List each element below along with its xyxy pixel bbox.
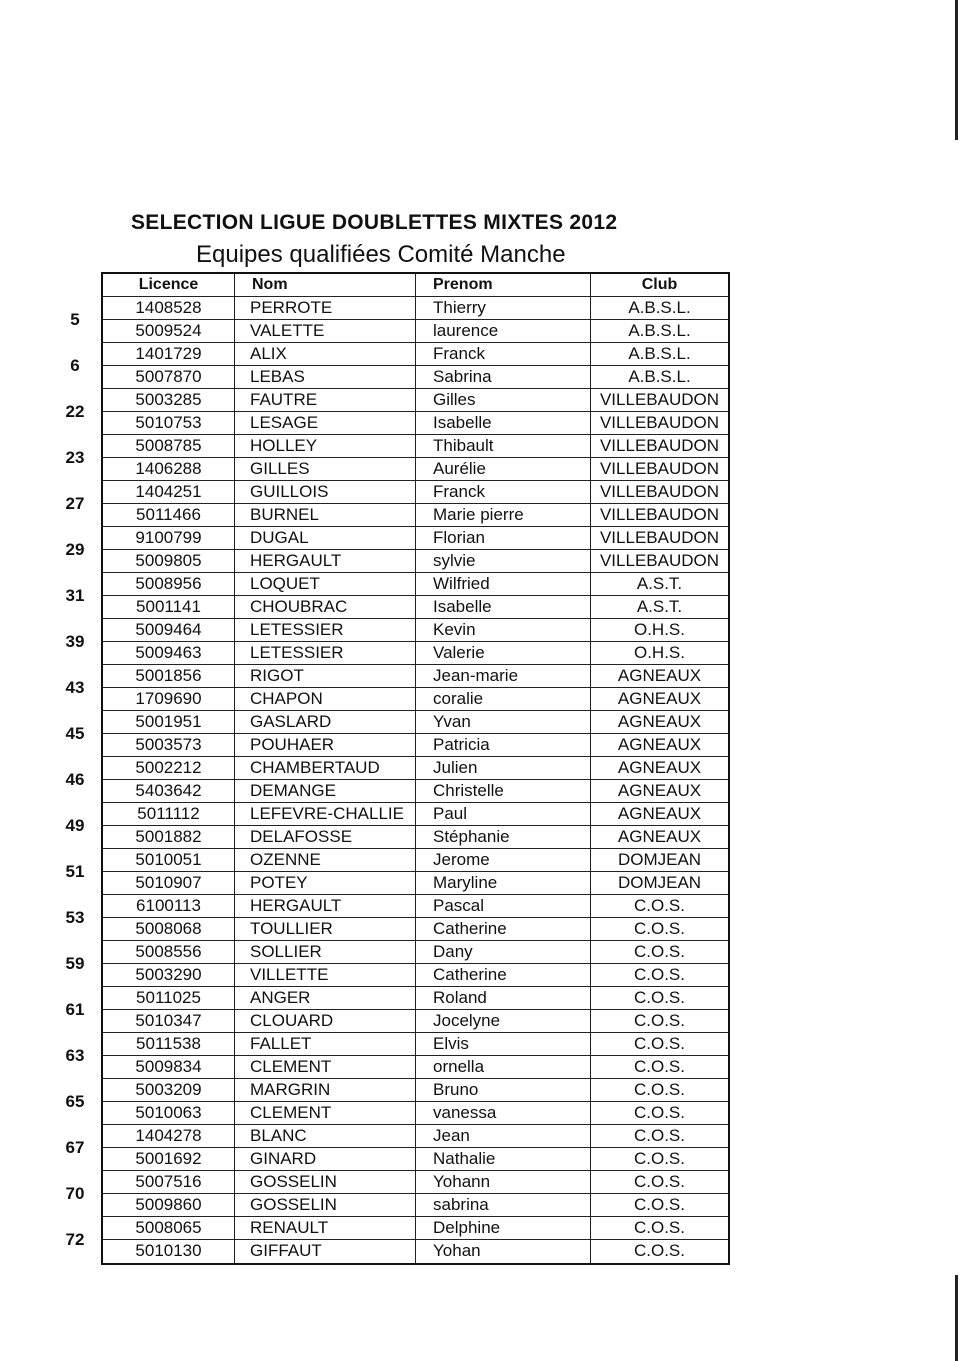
prenom-cell: Roland <box>416 987 591 1009</box>
nom-cell: GINARD <box>235 1148 416 1170</box>
nom-cell: ALIX <box>235 343 416 365</box>
prenom-cell: laurence <box>416 320 591 342</box>
licence-cell: 5002212 <box>103 757 235 779</box>
table-row <box>103 964 728 987</box>
qualified-teams-table <box>101 272 730 1265</box>
table-row <box>103 688 728 711</box>
table-row <box>103 642 728 665</box>
prenom-cell: Patricia <box>416 734 591 756</box>
club-cell: A.B.S.L. <box>628 321 691 340</box>
prenom-cell: Franck <box>416 343 591 365</box>
club-cell: VILLEBAUDON <box>599 436 720 455</box>
table-row <box>103 1171 728 1194</box>
licence-cell: 5009524 <box>103 320 235 342</box>
nom-cell: VILLETTE <box>235 964 416 986</box>
club-cell: AGNEAUX <box>617 712 702 731</box>
licence-cell: 5403642 <box>103 780 235 802</box>
nom-cell: RIGOT <box>235 665 416 687</box>
prenom-cell: Yohan <box>416 1240 591 1263</box>
licence-cell: 1408528 <box>103 297 235 319</box>
club-cell: VILLEBAUDON <box>599 528 720 547</box>
table-row <box>103 320 728 343</box>
page-title: SELECTION LIGUE DOUBLETTES MIXTES 2012 <box>131 211 618 234</box>
table-row <box>103 1056 728 1079</box>
table-row <box>103 665 728 688</box>
licence-cell: 5009834 <box>103 1056 235 1078</box>
licence-cell: 5009860 <box>103 1194 235 1216</box>
team-number: 67 <box>65 1138 85 1157</box>
club-cell: AGNEAUX <box>617 666 702 685</box>
table-row <box>103 1102 728 1125</box>
team-number: 27 <box>65 494 85 513</box>
nom-cell: CHAMBERTAUD <box>235 757 416 779</box>
licence-cell: 1401729 <box>103 343 235 365</box>
licence-cell: 5001141 <box>103 596 235 618</box>
prenom-cell: Yohann <box>416 1171 591 1193</box>
prenom-cell: Kevin <box>416 619 591 641</box>
table-row <box>103 941 728 964</box>
nom-cell: CHOUBRAC <box>235 596 416 618</box>
club-cell: O.H.S. <box>633 620 685 639</box>
prenom-cell: sabrina <box>416 1194 591 1216</box>
nom-cell: HERGAULT <box>235 550 416 572</box>
table-row <box>103 481 728 504</box>
nom-cell: DUGAL <box>235 527 416 549</box>
nom-cell: TOULLIER <box>235 918 416 940</box>
club-cell: VILLEBAUDON <box>599 551 720 570</box>
licence-cell: 5001692 <box>103 1148 235 1170</box>
page-subtitle: Equipes qualifiées Comité Manche <box>196 241 566 268</box>
licence-cell: 5010051 <box>103 849 235 871</box>
nom-cell: FAUTRE <box>235 389 416 411</box>
table-row <box>103 412 728 435</box>
prenom-cell: Dany <box>416 941 591 963</box>
team-number: 70 <box>65 1184 85 1203</box>
club-cell: C.O.S. <box>633 1057 685 1076</box>
nom-cell: SOLLIER <box>235 941 416 963</box>
prenom-cell: Julien <box>416 757 591 779</box>
club-cell: AGNEAUX <box>617 689 702 708</box>
nom-cell: VALETTE <box>235 320 416 342</box>
prenom-cell: Elvis <box>416 1033 591 1055</box>
licence-cell: 5010753 <box>103 412 235 434</box>
table-row <box>103 389 728 412</box>
licence-cell: 5007870 <box>103 366 235 388</box>
table-row <box>103 1217 728 1240</box>
nom-cell: DEMANGE <box>235 780 416 802</box>
prenom-cell: Jean <box>416 1125 591 1147</box>
club-cell: C.O.S. <box>633 1126 685 1145</box>
table-row <box>103 872 728 895</box>
club-cell: C.O.S. <box>633 1080 685 1099</box>
licence-cell: 5003209 <box>103 1079 235 1101</box>
licence-cell: 5003573 <box>103 734 235 756</box>
prenom-cell: Sabrina <box>416 366 591 388</box>
prenom-cell: Isabelle <box>416 412 591 434</box>
team-number: 59 <box>65 954 85 973</box>
club-cell: C.O.S. <box>633 1218 685 1237</box>
table-row <box>103 826 728 849</box>
table-row <box>103 366 728 389</box>
prenom-cell: Jean-marie <box>416 665 591 687</box>
club-cell: C.O.S. <box>633 896 685 915</box>
club-cell: VILLEBAUDON <box>599 505 720 524</box>
licence-cell: 5001882 <box>103 826 235 848</box>
nom-cell: BLANC <box>235 1125 416 1147</box>
nom-cell: ANGER <box>235 987 416 1009</box>
table-row <box>103 458 728 481</box>
nom-cell: HERGAULT <box>235 895 416 917</box>
club-cell: C.O.S. <box>633 1103 685 1122</box>
nom-cell: RENAULT <box>235 1217 416 1239</box>
licence-cell: 5007516 <box>103 1171 235 1193</box>
header-nom: Nom <box>235 274 416 296</box>
nom-cell: LEFEVRE-CHALLIE <box>235 803 416 825</box>
prenom-cell: Maryline <box>416 872 591 894</box>
prenom-cell: Thierry <box>416 297 591 319</box>
club-cell: C.O.S. <box>633 919 685 938</box>
table-row <box>103 895 728 918</box>
club-cell: DOMJEAN <box>617 850 702 869</box>
table-row <box>103 1079 728 1102</box>
nom-cell: CHAPON <box>235 688 416 710</box>
prenom-cell: Jerome <box>416 849 591 871</box>
prenom-cell: Christelle <box>416 780 591 802</box>
prenom-cell: Yvan <box>416 711 591 733</box>
club-cell: A.B.S.L. <box>628 344 691 363</box>
team-number: 61 <box>65 1000 85 1019</box>
nom-cell: LETESSIER <box>235 619 416 641</box>
club-cell: A.S.T. <box>636 574 683 593</box>
licence-cell: 5001951 <box>103 711 235 733</box>
table-row <box>103 1240 728 1263</box>
prenom-cell: Wilfried <box>416 573 591 595</box>
club-cell: C.O.S. <box>633 942 685 961</box>
table-row <box>103 711 728 734</box>
table-row <box>103 987 728 1010</box>
table-row <box>103 504 728 527</box>
club-cell: VILLEBAUDON <box>599 413 720 432</box>
nom-cell: LETESSIER <box>235 642 416 664</box>
team-number: 72 <box>65 1230 85 1249</box>
nom-cell: CLEMENT <box>235 1102 416 1124</box>
club-cell: VILLEBAUDON <box>599 459 720 478</box>
table-row <box>103 803 728 826</box>
prenom-cell: Franck <box>416 481 591 503</box>
team-number: 46 <box>65 770 85 789</box>
licence-cell: 5010907 <box>103 872 235 894</box>
team-number: 29 <box>65 540 85 559</box>
table-row <box>103 343 728 366</box>
nom-cell: PERROTE <box>235 297 416 319</box>
nom-cell: DELAFOSSE <box>235 826 416 848</box>
nom-cell: MARGRIN <box>235 1079 416 1101</box>
header-club: Club <box>641 276 678 293</box>
table-row <box>103 734 728 757</box>
prenom-cell: Valerie <box>416 642 591 664</box>
prenom-cell: Florian <box>416 527 591 549</box>
nom-cell: OZENNE <box>235 849 416 871</box>
licence-cell: 5010063 <box>103 1102 235 1124</box>
club-cell: AGNEAUX <box>617 781 702 800</box>
licence-cell: 5008956 <box>103 573 235 595</box>
prenom-cell: Catherine <box>416 964 591 986</box>
table-row <box>103 1010 728 1033</box>
club-cell: VILLEBAUDON <box>599 482 720 501</box>
table-row <box>103 619 728 642</box>
table-row <box>103 1125 728 1148</box>
table-row <box>103 527 728 550</box>
table-row <box>103 297 728 320</box>
prenom-cell: Isabelle <box>416 596 591 618</box>
licence-cell: 5008785 <box>103 435 235 457</box>
prenom-cell: Nathalie <box>416 1148 591 1170</box>
table-row <box>103 849 728 872</box>
header-licence: Licence <box>103 274 235 296</box>
nom-cell: LOQUET <box>235 573 416 595</box>
team-number: 53 <box>65 908 85 927</box>
licence-cell: 5011466 <box>103 504 235 526</box>
table-row <box>103 1194 728 1217</box>
licence-cell: 5008556 <box>103 941 235 963</box>
club-cell: VILLEBAUDON <box>599 390 720 409</box>
team-number: 43 <box>65 678 85 697</box>
licence-cell: 5011538 <box>103 1033 235 1055</box>
nom-cell: GIFFAUT <box>235 1240 416 1263</box>
scan-edge-mark <box>955 0 958 140</box>
team-number: 63 <box>65 1046 85 1065</box>
table-row <box>103 1148 728 1171</box>
team-number: 5 <box>70 310 80 329</box>
licence-cell: 1406288 <box>103 458 235 480</box>
club-cell: C.O.S. <box>633 988 685 1007</box>
nom-cell: GUILLOIS <box>235 481 416 503</box>
licence-cell: 9100799 <box>103 527 235 549</box>
table-row <box>103 435 728 458</box>
table-header-row <box>103 274 728 297</box>
nom-cell: GILLES <box>235 458 416 480</box>
club-cell: C.O.S. <box>633 1034 685 1053</box>
licence-cell: 1404251 <box>103 481 235 503</box>
nom-cell: HOLLEY <box>235 435 416 457</box>
prenom-cell: Gilles <box>416 389 591 411</box>
licence-cell: 5008068 <box>103 918 235 940</box>
table-row <box>103 573 728 596</box>
team-number: 49 <box>65 816 85 835</box>
header-prenom: Prenom <box>416 274 591 296</box>
club-cell: A.B.S.L. <box>628 367 691 386</box>
nom-cell: POTEY <box>235 872 416 894</box>
licence-cell: 5009463 <box>103 642 235 664</box>
prenom-cell: Bruno <box>416 1079 591 1101</box>
prenom-cell: Aurélie <box>416 458 591 480</box>
prenom-cell: sylvie <box>416 550 591 572</box>
prenom-cell: ornella <box>416 1056 591 1078</box>
licence-cell: 1404278 <box>103 1125 235 1147</box>
team-number: 31 <box>65 586 85 605</box>
licence-cell: 5010347 <box>103 1010 235 1032</box>
club-cell: A.B.S.L. <box>628 298 691 317</box>
table-row <box>103 550 728 573</box>
team-number: 45 <box>65 724 85 743</box>
team-number: 23 <box>65 448 85 467</box>
licence-cell: 5003290 <box>103 964 235 986</box>
nom-cell: GASLARD <box>235 711 416 733</box>
nom-cell: GOSSELIN <box>235 1171 416 1193</box>
licence-cell: 5009464 <box>103 619 235 641</box>
team-number: 65 <box>65 1092 85 1111</box>
club-cell: O.H.S. <box>633 643 685 662</box>
table-row <box>103 1033 728 1056</box>
table-row <box>103 780 728 803</box>
club-cell: AGNEAUX <box>617 827 702 846</box>
club-cell: C.O.S. <box>633 965 685 984</box>
prenom-cell: coralie <box>416 688 591 710</box>
club-cell: AGNEAUX <box>617 758 702 777</box>
team-number: 51 <box>65 862 85 881</box>
club-cell: C.O.S. <box>633 1195 685 1214</box>
prenom-cell: Pascal <box>416 895 591 917</box>
club-cell: A.S.T. <box>636 597 683 616</box>
team-number: 6 <box>70 356 80 375</box>
prenom-cell: Stéphanie <box>416 826 591 848</box>
prenom-cell: Catherine <box>416 918 591 940</box>
nom-cell: FALLET <box>235 1033 416 1055</box>
club-cell: C.O.S. <box>633 1172 685 1191</box>
licence-cell: 5003285 <box>103 389 235 411</box>
prenom-cell: Jocelyne <box>416 1010 591 1032</box>
prenom-cell: Marie pierre <box>416 504 591 526</box>
nom-cell: LESAGE <box>235 412 416 434</box>
licence-cell: 5011112 <box>103 803 235 825</box>
licence-cell: 1709690 <box>103 688 235 710</box>
licence-cell: 5010130 <box>103 1240 235 1263</box>
licence-cell: 6100113 <box>103 895 235 917</box>
team-number-column <box>50 297 100 1263</box>
prenom-cell: vanessa <box>416 1102 591 1124</box>
licence-cell: 5009805 <box>103 550 235 572</box>
nom-cell: POUHAER <box>235 734 416 756</box>
nom-cell: CLEMENT <box>235 1056 416 1078</box>
table-row <box>103 757 728 780</box>
nom-cell: CLOUARD <box>235 1010 416 1032</box>
nom-cell: GOSSELIN <box>235 1194 416 1216</box>
licence-cell: 5008065 <box>103 1217 235 1239</box>
scan-edge-mark-bottom <box>955 1275 958 1361</box>
club-cell: DOMJEAN <box>617 873 702 892</box>
table-row <box>103 918 728 941</box>
club-cell: C.O.S. <box>633 1149 685 1168</box>
club-cell: C.O.S. <box>633 1241 685 1260</box>
club-cell: AGNEAUX <box>617 735 702 754</box>
prenom-cell: Paul <box>416 803 591 825</box>
nom-cell: LEBAS <box>235 366 416 388</box>
licence-cell: 5001856 <box>103 665 235 687</box>
prenom-cell: Thibault <box>416 435 591 457</box>
club-cell: AGNEAUX <box>617 804 702 823</box>
team-number: 22 <box>65 402 85 421</box>
table-row <box>103 596 728 619</box>
licence-cell: 5011025 <box>103 987 235 1009</box>
club-cell: C.O.S. <box>633 1011 685 1030</box>
team-number: 39 <box>65 632 85 651</box>
nom-cell: BURNEL <box>235 504 416 526</box>
prenom-cell: Delphine <box>416 1217 591 1239</box>
